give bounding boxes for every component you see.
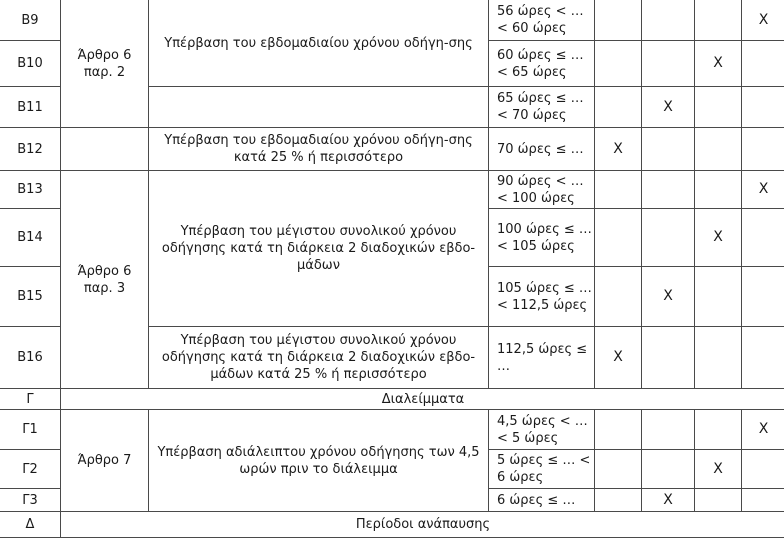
severity-col1 <box>595 171 642 209</box>
article-ref: Άρθρο 6 παρ. 2 <box>61 0 149 128</box>
severity-col2 <box>642 209 695 267</box>
severity-vsi <box>695 0 742 41</box>
infringement-description-blank <box>149 87 489 128</box>
infringement-description: Υπέρβαση του μέγιστου συνολικού χρόνου οδήγησης κατά τη διάρκεια 2 διαδοχικών εβδο-μάδων <box>149 171 489 327</box>
severity-mark: Χ <box>595 128 642 171</box>
row-code: Β15 <box>0 267 61 327</box>
threshold: 5 ώρες ≤ … < 6 ώρες <box>489 450 595 489</box>
severity-col2 <box>642 128 695 171</box>
row-code: Β11 <box>0 87 61 128</box>
severity-col2 <box>642 327 695 389</box>
section-row-d <box>0 512 784 538</box>
severity-col3 <box>695 410 742 450</box>
table-row-b12 <box>0 128 784 171</box>
severity-col3 <box>695 489 742 512</box>
section-code: Δ <box>0 512 61 538</box>
severity-col1 <box>595 209 642 267</box>
severity-mark: Χ <box>642 489 695 512</box>
severity-col4 <box>742 41 784 87</box>
severity-mark: Χ <box>642 267 695 327</box>
severity-col4 <box>742 87 784 128</box>
table-row-b13 <box>0 171 784 209</box>
severity-col1 <box>595 450 642 489</box>
table-row-g1 <box>0 410 784 450</box>
severity-col2 <box>642 410 695 450</box>
severity-mark: Χ <box>695 41 742 87</box>
severity-col3 <box>695 171 742 209</box>
table-row-b9 <box>0 0 784 41</box>
threshold: 60 ώρες ≤ … < 65 ώρες <box>489 41 595 87</box>
section-title: Περίοδοι ανάπαυσης <box>61 512 784 538</box>
row-code: Β14 <box>0 209 61 267</box>
threshold: 70 ώρες ≤ … <box>489 128 595 171</box>
section-title: Διαλείμματα <box>61 389 784 410</box>
threshold: 112,5 ώρες ≤ … <box>489 327 595 389</box>
severity-mi <box>595 87 642 128</box>
severity-col1 <box>595 410 642 450</box>
severity-col4 <box>742 209 784 267</box>
severity-mi <box>595 41 642 87</box>
threshold: 65 ώρες ≤ … < 70 ώρες <box>489 87 595 128</box>
infringement-description: Υπέρβαση του εβδομαδιαίου χρόνου οδήγη-σης <box>149 0 489 87</box>
severity-col4 <box>742 489 784 512</box>
severity-col4 <box>742 450 784 489</box>
severity-col3 <box>695 327 742 389</box>
threshold: 90 ώρες < … < 100 ώρες <box>489 171 595 209</box>
threshold: 4,5 ώρες < … < 5 ώρες <box>489 410 595 450</box>
infringement-description: Υπέρβαση του εβδομαδιαίου χρόνου οδήγη-σης κατά 25 % ή περισσότερο <box>149 128 489 171</box>
severity-col2 <box>642 171 695 209</box>
severity-col1 <box>595 267 642 327</box>
threshold: 6 ώρες ≤ … <box>489 489 595 512</box>
article-ref-blank <box>61 128 149 171</box>
severity-si <box>642 41 695 87</box>
row-code: Β13 <box>0 171 61 209</box>
row-code: Γ3 <box>0 489 61 512</box>
threshold: 105 ώρες ≤ … < 112,5 ώρες <box>489 267 595 327</box>
threshold: 56 ώρες < … < 60 ώρες <box>489 0 595 41</box>
severity-col3 <box>695 267 742 327</box>
severity-col2 <box>642 450 695 489</box>
article-ref: Άρθρο 7 <box>61 410 149 512</box>
row-code: Γ1 <box>0 410 61 450</box>
severity-mark: Χ <box>742 0 784 41</box>
section-row-g <box>0 389 784 410</box>
row-code: Β9 <box>0 0 61 41</box>
severity-col4 <box>742 267 784 327</box>
severity-col3 <box>695 87 742 128</box>
article-ref: Άρθρο 6 παρ. 3 <box>61 171 149 389</box>
severity-si <box>642 0 695 41</box>
severity-col4 <box>742 327 784 389</box>
severity-mark: Χ <box>642 87 695 128</box>
severity-mark: Χ <box>742 410 784 450</box>
row-code: Β16 <box>0 327 61 389</box>
severity-mark: Χ <box>595 327 642 389</box>
infringement-description: Υπέρβαση του μέγιστου συνολικού χρόνου οδήγησης κατά τη διάρκεια 2 διαδοχικών εβδο-μάδων κατά 25 % ή περισσότερο <box>149 327 489 389</box>
row-code: Β10 <box>0 41 61 87</box>
severity-mi <box>595 0 642 41</box>
severity-mark: Χ <box>742 171 784 209</box>
section-code: Γ <box>0 389 61 410</box>
row-code: Γ2 <box>0 450 61 489</box>
severity-col3 <box>695 128 742 171</box>
row-code: Β12 <box>0 128 61 171</box>
infringement-description: Υπέρβαση αδιάλειπτου χρόνου οδήγησης των 4,5 ωρών πριν το διάλειμμα <box>149 410 489 512</box>
severity-col4 <box>742 128 784 171</box>
threshold: 100 ώρες ≤ … < 105 ώρες <box>489 209 595 267</box>
severity-mark: Χ <box>695 450 742 489</box>
severity-mark: Χ <box>695 209 742 267</box>
severity-col1 <box>595 489 642 512</box>
